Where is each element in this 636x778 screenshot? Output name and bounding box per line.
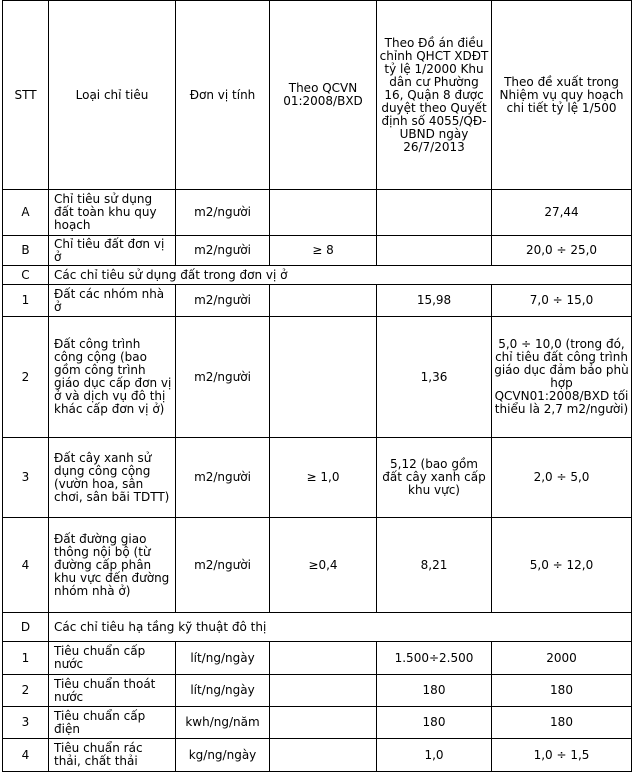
cell-loai: Tiêu chuẩn rác thải, chất thải	[49, 739, 176, 772]
table-row	[3, 285, 632, 317]
cell-stt: 2	[3, 675, 49, 707]
cell-stt: 3	[3, 707, 49, 739]
cell-qcvn	[270, 317, 377, 438]
table-row	[3, 518, 632, 613]
cell-stt: 4	[3, 739, 49, 772]
cell-don-vi: lít/ng/ngày	[176, 642, 270, 675]
cell-de-xuat: 5,0 ÷ 12,0	[492, 518, 632, 613]
section-title: Các chỉ tiêu sử dụng đất trong đơn vị ở	[49, 266, 632, 285]
cell-do-an: 180	[377, 675, 492, 707]
cell-qcvn	[270, 675, 377, 707]
cell-stt: 2	[3, 317, 49, 438]
header-stt: STT	[3, 1, 49, 190]
cell-don-vi: lít/ng/ngày	[176, 675, 270, 707]
cell-don-vi: m2/người	[176, 438, 270, 518]
cell-de-xuat: 2000	[492, 642, 632, 675]
cell-loai: Chỉ tiêu đất đơn vị ở	[49, 236, 176, 266]
cell-stt: 1	[3, 285, 49, 317]
header-loai-chi-tieu: Loại chỉ tiêu	[49, 1, 176, 190]
cell-do-an: 15,98	[377, 285, 492, 317]
cell-qcvn	[270, 707, 377, 739]
cell-loai: Đất công trình công cộng (bao gồm công trình giáo dục cấp đơn vị ở và dịch vụ đô thị khác cấp đơn vị ở)	[49, 317, 176, 438]
cell-stt: D	[3, 613, 49, 642]
cell-de-xuat: 20,0 ÷ 25,0	[492, 236, 632, 266]
cell-do-an: 1,36	[377, 317, 492, 438]
cell-do-an	[377, 236, 492, 266]
cell-qcvn	[270, 642, 377, 675]
cell-stt: C	[3, 266, 49, 285]
cell-don-vi: m2/người	[176, 236, 270, 266]
cell-don-vi: kg/ng/ngày	[176, 739, 270, 772]
table-row	[3, 642, 632, 675]
cell-do-an	[377, 190, 492, 236]
cell-de-xuat: 5,0 ÷ 10,0 (trong đó, chỉ tiêu đất công trình giáo dục đảm bảo phù hợp QCVN01:2008/BXD tối thiểu là 2,7 m2/người)	[492, 317, 632, 438]
table-row	[3, 675, 632, 707]
cell-qcvn: ≥ 8	[270, 236, 377, 266]
cell-loai: Đất đường giao thông nội bộ (từ đường cấp phân khu vực đến đường nhóm nhà ở)	[49, 518, 176, 613]
table-row	[3, 707, 632, 739]
cell-loai: Tiêu chuẩn cấp điện	[49, 707, 176, 739]
header-do-an: Theo Đồ án điều chỉnh QHCT XDĐT tỷ lệ 1/2000 Khu dân cư Phường 16, Quận 8 được duyệt theo Quyết định số 4055/QĐ-UBND ngày 26/7/2013	[377, 1, 492, 190]
table-row	[3, 317, 632, 438]
cell-loai: Tiêu chuẩn cấp nước	[49, 642, 176, 675]
table-row	[3, 236, 632, 266]
cell-don-vi: m2/người	[176, 518, 270, 613]
cell-de-xuat: 180	[492, 707, 632, 739]
cell-de-xuat: 2,0 ÷ 5,0	[492, 438, 632, 518]
section-row	[3, 613, 632, 642]
cell-don-vi: m2/người	[176, 190, 270, 236]
cell-do-an: 8,21	[377, 518, 492, 613]
table-header-row	[3, 1, 632, 190]
header-qcvn: Theo QCVN 01:2008/BXD	[270, 1, 377, 190]
cell-qcvn	[270, 285, 377, 317]
cell-de-xuat: 27,44	[492, 190, 632, 236]
cell-de-xuat: 7,0 ÷ 15,0	[492, 285, 632, 317]
land-use-indicator-table	[2, 0, 632, 772]
cell-do-an: 1,0	[377, 739, 492, 772]
cell-don-vi: kwh/ng/năm	[176, 707, 270, 739]
table-row	[3, 739, 632, 772]
header-de-xuat: Theo đề xuất trong Nhiệm vụ quy hoạch chi tiết tỷ lệ 1/500	[492, 1, 632, 190]
cell-don-vi: m2/người	[176, 317, 270, 438]
cell-loai: Đất các nhóm nhà ở	[49, 285, 176, 317]
cell-stt: 1	[3, 642, 49, 675]
header-don-vi-tinh: Đơn vị tính	[176, 1, 270, 190]
section-row	[3, 266, 632, 285]
cell-loai: Chỉ tiêu sử dụng đất toàn khu quy hoạch	[49, 190, 176, 236]
cell-loai: Đất cây xanh sử dụng công cộng (vườn hoa, sân chơi, sân bãi TDTT)	[49, 438, 176, 518]
cell-qcvn	[270, 739, 377, 772]
cell-do-an: 5,12 (bao gồm đất cây xanh cấp khu vực)	[377, 438, 492, 518]
cell-qcvn: ≥ 1,0	[270, 438, 377, 518]
cell-don-vi: m2/người	[176, 285, 270, 317]
cell-stt: B	[3, 236, 49, 266]
cell-qcvn: ≥0,4	[270, 518, 377, 613]
cell-do-an: 180	[377, 707, 492, 739]
section-title: Các chỉ tiêu hạ tầng kỹ thuật đô thị	[49, 613, 632, 642]
table-row	[3, 438, 632, 518]
cell-do-an: 1.500÷2.500	[377, 642, 492, 675]
cell-loai: Tiêu chuẩn thoát nước	[49, 675, 176, 707]
cell-stt: 4	[3, 518, 49, 613]
cell-de-xuat: 1,0 ÷ 1,5	[492, 739, 632, 772]
cell-qcvn	[270, 190, 377, 236]
table-row	[3, 190, 632, 236]
cell-stt: A	[3, 190, 49, 236]
cell-stt: 3	[3, 438, 49, 518]
cell-de-xuat: 180	[492, 675, 632, 707]
